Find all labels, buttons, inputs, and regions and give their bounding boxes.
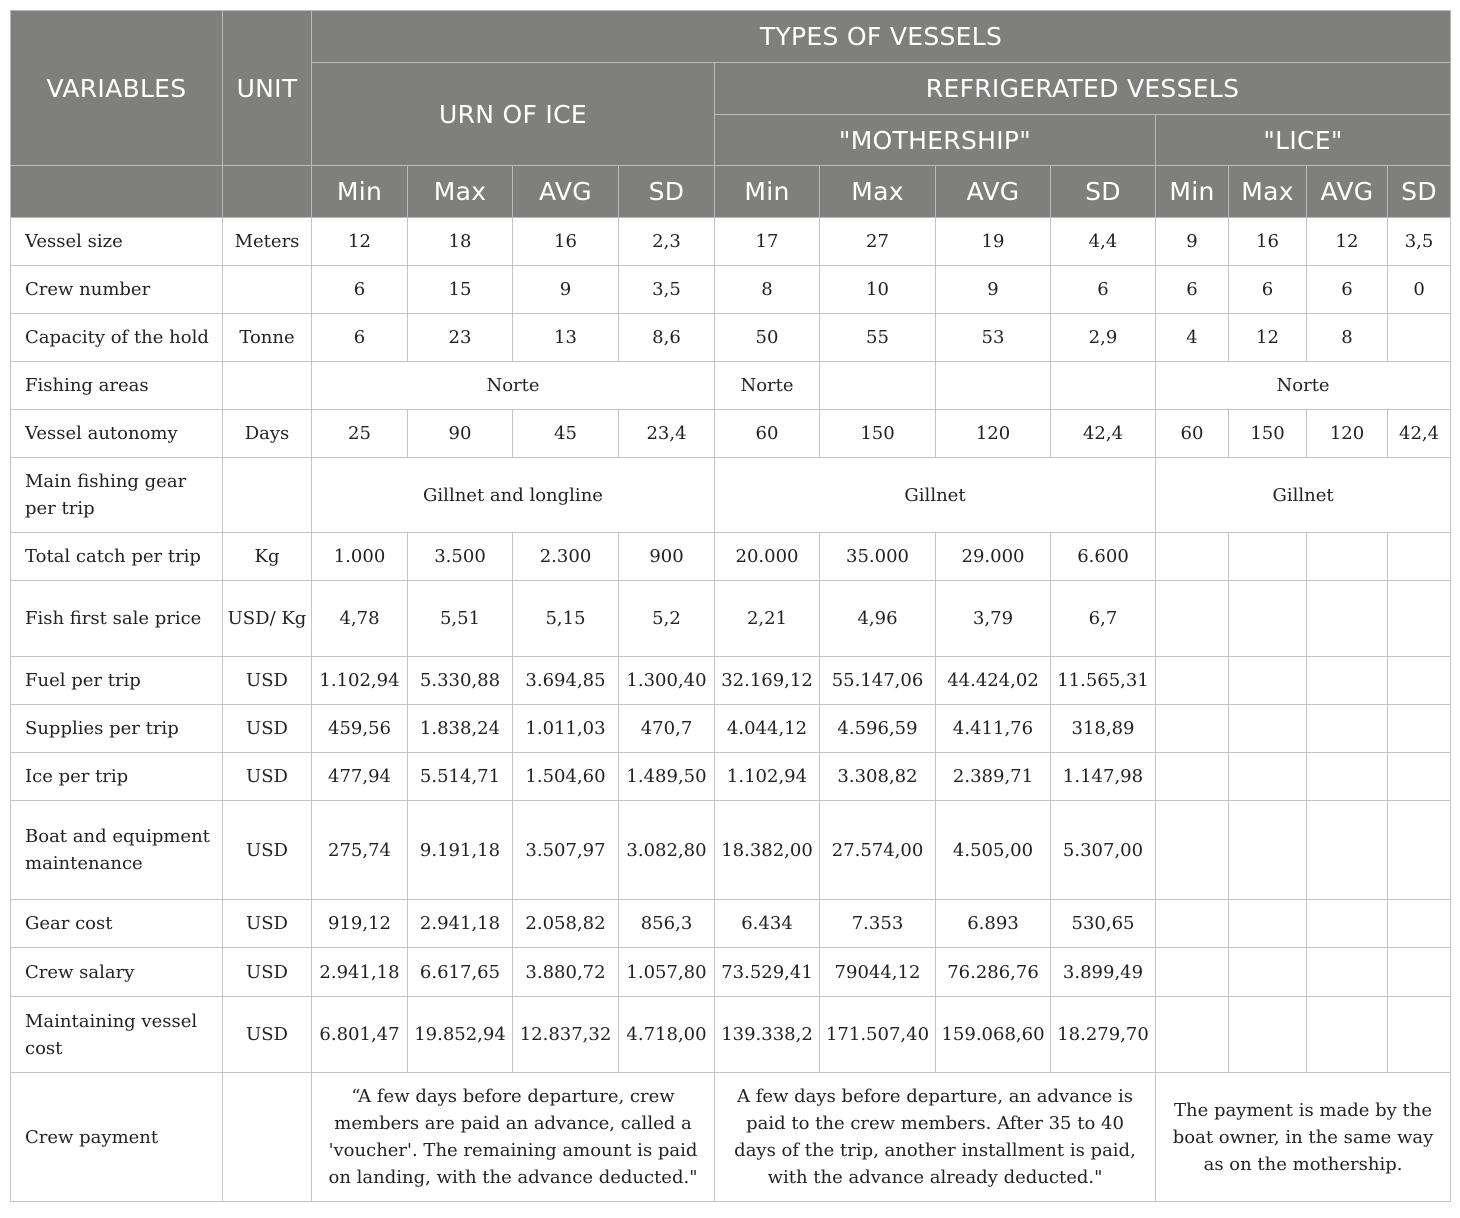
lice-sd-cell [1388,581,1451,657]
lice-max-cell [1229,705,1307,753]
mothership-merged-cell: Gillnet [715,458,1156,533]
unit-cell: USD [223,900,312,948]
lice-max-cell [1229,900,1307,948]
mothership-max-cell: 4,96 [820,581,936,657]
table-row [11,410,1451,458]
lice-avg-cell [1307,900,1388,948]
header-unit-spacer [223,166,312,218]
header-stats-row [11,166,1451,218]
lice-sd-cell [1388,801,1451,900]
table-body [11,218,1451,1202]
urn-max-cell: 2.941,18 [408,900,513,948]
lice-avg-cell: 120 [1307,410,1388,458]
unit-cell: Meters [223,218,312,266]
table-row [11,801,1451,900]
urn-min-cell: 275,74 [312,801,408,900]
vessel-comparison-table [10,10,1451,1202]
table-row [11,266,1451,314]
table-row [11,705,1451,753]
variable-cell: Vessel autonomy [11,410,223,458]
variable-cell: Crew salary [11,948,223,997]
urn-sd-cell: 4.718,00 [619,997,715,1073]
mothership-avg-cell: 19 [936,218,1051,266]
mothership-sd-cell: 2,9 [1051,314,1156,362]
unit-cell: USD [223,997,312,1073]
urn-min-cell: 1.000 [312,533,408,581]
table-row [11,533,1451,581]
header-urn-avg: AVG [513,166,619,218]
table-header [11,11,1451,218]
lice-sd-cell [1388,657,1451,705]
lice-min-cell [1156,753,1229,801]
variable-cell: Main fishing gear per trip [11,458,223,533]
unit-cell: USD/ Kg [223,581,312,657]
urn-merged-cell: “A few days before departure, crew members are paid an advance, called a 'voucher'. The remaining amount is paid on landing, with the advance deducted." [312,1073,715,1202]
urn-min-cell: 6.801,47 [312,997,408,1073]
header-variables-spacer [11,166,223,218]
unit-cell: Kg [223,533,312,581]
lice-min-cell [1156,657,1229,705]
urn-avg-cell: 3.880,72 [513,948,619,997]
urn-min-cell: 1.102,94 [312,657,408,705]
mothership-avg-cell: 4.505,00 [936,801,1051,900]
mothership-min-cell: 139.338,2 [715,997,820,1073]
urn-avg-cell: 5,15 [513,581,619,657]
urn-max-cell: 19.852,94 [408,997,513,1073]
header-mothership-min: Min [715,166,820,218]
mothership-avg-cell: 29.000 [936,533,1051,581]
unit-cell: USD [223,705,312,753]
mothership-max-cell: 55.147,06 [820,657,936,705]
lice-sd-cell [1388,900,1451,948]
urn-max-cell: 5.514,71 [408,753,513,801]
urn-min-cell: 25 [312,410,408,458]
urn-max-cell: 18 [408,218,513,266]
urn-avg-cell: 16 [513,218,619,266]
table-container [10,10,1451,1202]
lice-avg-cell [1307,997,1388,1073]
table-row [11,581,1451,657]
urn-avg-cell: 2.300 [513,533,619,581]
lice-max-cell: 150 [1229,410,1307,458]
mothership-sd-cell: 11.565,31 [1051,657,1156,705]
header-lice: "LICE" [1156,115,1451,166]
table-row [11,218,1451,266]
mothership-sd-cell: 3.899,49 [1051,948,1156,997]
mothership-avg-cell: 76.286,76 [936,948,1051,997]
urn-min-cell: 919,12 [312,900,408,948]
lice-min-cell [1156,801,1229,900]
urn-avg-cell: 1.011,03 [513,705,619,753]
urn-min-cell: 459,56 [312,705,408,753]
mothership-max-cell: 171.507,40 [820,997,936,1073]
mothership-max-cell: 79044,12 [820,948,936,997]
mothership-sd-cell: 1.147,98 [1051,753,1156,801]
urn-avg-cell: 45 [513,410,619,458]
lice-min-cell [1156,948,1229,997]
mothership-avg-cell [936,362,1051,410]
urn-max-cell: 15 [408,266,513,314]
lice-avg-cell [1307,533,1388,581]
variable-cell: Maintaining vessel cost [11,997,223,1073]
mothership-sd-cell [1051,362,1156,410]
mothership-min-cell: 17 [715,218,820,266]
lice-max-cell [1229,581,1307,657]
urn-sd-cell: 470,7 [619,705,715,753]
variable-cell: Capacity of the hold [11,314,223,362]
urn-merged-cell: Gillnet and longline [312,458,715,533]
mothership-avg-cell: 159.068,60 [936,997,1051,1073]
variable-cell: Ice per trip [11,753,223,801]
header-urn-of-ice: URN OF ICE [312,63,715,166]
lice-min-cell: 6 [1156,266,1229,314]
lice-min-cell: 4 [1156,314,1229,362]
mothership-max-cell [820,362,936,410]
lice-avg-cell: 12 [1307,218,1388,266]
mothership-max-cell: 3.308,82 [820,753,936,801]
urn-min-cell: 4,78 [312,581,408,657]
header-lice-max: Max [1229,166,1307,218]
mothership-max-cell: 35.000 [820,533,936,581]
mothership-min-cell: 4.044,12 [715,705,820,753]
mothership-sd-cell: 530,65 [1051,900,1156,948]
urn-max-cell: 90 [408,410,513,458]
lice-sd-cell [1388,753,1451,801]
lice-sd-cell [1388,997,1451,1073]
urn-sd-cell: 23,4 [619,410,715,458]
mothership-avg-cell: 120 [936,410,1051,458]
header-variables: VARIABLES [11,11,223,166]
lice-sd-cell: 3,5 [1388,218,1451,266]
variable-cell: Fish first sale price [11,581,223,657]
mothership-min-cell: 8 [715,266,820,314]
lice-max-cell [1229,997,1307,1073]
mothership-avg-cell: 53 [936,314,1051,362]
urn-min-cell: 12 [312,218,408,266]
lice-min-cell: 60 [1156,410,1229,458]
urn-max-cell: 1.838,24 [408,705,513,753]
mothership-max-cell: 7.353 [820,900,936,948]
lice-min-cell [1156,705,1229,753]
mothership-max-cell: 27 [820,218,936,266]
lice-avg-cell [1307,753,1388,801]
header-lice-min: Min [1156,166,1229,218]
lice-sd-cell [1388,948,1451,997]
lice-avg-cell [1307,581,1388,657]
header-lice-avg: AVG [1307,166,1388,218]
urn-sd-cell: 2,3 [619,218,715,266]
lice-max-cell [1229,948,1307,997]
header-mothership: "MOTHERSHIP" [715,115,1156,166]
urn-min-cell: 477,94 [312,753,408,801]
mothership-min-cell: 18.382,00 [715,801,820,900]
unit-cell [223,1073,312,1202]
lice-merged-cell: The payment is made by the boat owner, in the same way as on the mothership. [1156,1073,1451,1202]
urn-min-cell: 6 [312,314,408,362]
unit-cell: USD [223,753,312,801]
urn-sd-cell: 1.489,50 [619,753,715,801]
lice-max-cell: 6 [1229,266,1307,314]
mothership-avg-cell: 6.893 [936,900,1051,948]
lice-sd-cell [1388,314,1451,362]
mothership-max-cell: 10 [820,266,936,314]
mothership-min-cell: 1.102,94 [715,753,820,801]
lice-max-cell [1229,801,1307,900]
urn-max-cell: 6.617,65 [408,948,513,997]
lice-avg-cell: 6 [1307,266,1388,314]
header-types-of-vessels: TYPES OF VESSELS [312,11,1451,63]
urn-avg-cell: 9 [513,266,619,314]
urn-avg-cell: 12.837,32 [513,997,619,1073]
mothership-sd-cell: 18.279,70 [1051,997,1156,1073]
urn-max-cell: 3.500 [408,533,513,581]
table-row [11,362,1451,410]
lice-max-cell [1229,657,1307,705]
variable-cell: Total catch per trip [11,533,223,581]
header-mothership-sd: SD [1051,166,1156,218]
lice-min-cell [1156,581,1229,657]
table-row [11,900,1451,948]
urn-avg-cell: 3.694,85 [513,657,619,705]
urn-sd-cell: 3,5 [619,266,715,314]
unit-cell: Days [223,410,312,458]
mothership-max-cell: 150 [820,410,936,458]
table-row [11,948,1451,997]
header-urn-min: Min [312,166,408,218]
mothership-min-cell: 60 [715,410,820,458]
mothership-min-cell: 32.169,12 [715,657,820,705]
urn-min-cell: 2.941,18 [312,948,408,997]
header-unit: UNIT [223,11,312,166]
unit-cell [223,458,312,533]
lice-min-cell: 9 [1156,218,1229,266]
mothership-avg-cell: 2.389,71 [936,753,1051,801]
mothership-min-cell: 20.000 [715,533,820,581]
lice-min-cell [1156,900,1229,948]
mothership-sd-cell: 6,7 [1051,581,1156,657]
variable-cell: Fuel per trip [11,657,223,705]
header-refrigerated-vessels: REFRIGERATED VESSELS [715,63,1451,115]
lice-max-cell: 12 [1229,314,1307,362]
table-row [11,753,1451,801]
table-row [11,314,1451,362]
urn-max-cell: 5.330,88 [408,657,513,705]
mothership-avg-cell: 4.411,76 [936,705,1051,753]
variable-cell: Fishing areas [11,362,223,410]
urn-sd-cell: 1.057,80 [619,948,715,997]
urn-sd-cell: 856,3 [619,900,715,948]
table-row [11,1073,1451,1202]
mothership-sd-cell: 4,4 [1051,218,1156,266]
urn-sd-cell: 1.300,40 [619,657,715,705]
mothership-max-cell: 4.596,59 [820,705,936,753]
urn-avg-cell: 13 [513,314,619,362]
lice-merged-cell: Gillnet [1156,458,1451,533]
unit-cell: USD [223,948,312,997]
lice-max-cell: 16 [1229,218,1307,266]
variable-cell: Crew payment [11,1073,223,1202]
table-row [11,458,1451,533]
variable-cell: Crew number [11,266,223,314]
lice-min-cell [1156,533,1229,581]
mothership-sd-cell: 42,4 [1051,410,1156,458]
unit-cell [223,362,312,410]
urn-max-cell: 5,51 [408,581,513,657]
header-lice-sd: SD [1388,166,1451,218]
variable-cell: Supplies per trip [11,705,223,753]
unit-cell: USD [223,801,312,900]
header-urn-max: Max [408,166,513,218]
variable-cell: Vessel size [11,218,223,266]
lice-sd-cell: 0 [1388,266,1451,314]
urn-min-cell: 6 [312,266,408,314]
mothership-max-cell: 27.574,00 [820,801,936,900]
unit-cell: USD [223,657,312,705]
mothership-min-cell: Norte [715,362,820,410]
table-row [11,657,1451,705]
variable-cell: Gear cost [11,900,223,948]
urn-sd-cell: 5,2 [619,581,715,657]
mothership-min-cell: 6.434 [715,900,820,948]
header-mothership-max: Max [820,166,936,218]
mothership-sd-cell: 6.600 [1051,533,1156,581]
urn-avg-cell: 3.507,97 [513,801,619,900]
lice-sd-cell [1388,533,1451,581]
mothership-max-cell: 55 [820,314,936,362]
mothership-avg-cell: 9 [936,266,1051,314]
unit-cell: Tonne [223,314,312,362]
lice-avg-cell [1307,657,1388,705]
lice-sd-cell: 42,4 [1388,410,1451,458]
lice-max-cell [1229,533,1307,581]
lice-avg-cell [1307,705,1388,753]
urn-merged-cell: Norte [312,362,715,410]
mothership-min-cell: 73.529,41 [715,948,820,997]
mothership-sd-cell: 6 [1051,266,1156,314]
mothership-min-cell: 50 [715,314,820,362]
mothership-sd-cell: 318,89 [1051,705,1156,753]
urn-avg-cell: 1.504,60 [513,753,619,801]
mothership-min-cell: 2,21 [715,581,820,657]
mothership-sd-cell: 5.307,00 [1051,801,1156,900]
urn-sd-cell: 900 [619,533,715,581]
unit-cell [223,266,312,314]
urn-sd-cell: 8,6 [619,314,715,362]
mothership-avg-cell: 44.424,02 [936,657,1051,705]
urn-max-cell: 23 [408,314,513,362]
urn-max-cell: 9.191,18 [408,801,513,900]
table-row [11,997,1451,1073]
urn-sd-cell: 3.082,80 [619,801,715,900]
lice-avg-cell [1307,948,1388,997]
header-mothership-avg: AVG [936,166,1051,218]
mothership-avg-cell: 3,79 [936,581,1051,657]
lice-sd-cell [1388,705,1451,753]
lice-max-cell [1229,753,1307,801]
lice-avg-cell: 8 [1307,314,1388,362]
mothership-merged-cell: A few days before departure, an advance is paid to the crew members. After 35 to 40 days of the trip, another installment is paid, with the advance already deducted." [715,1073,1156,1202]
urn-avg-cell: 2.058,82 [513,900,619,948]
variable-cell: Boat and equipment maintenance [11,801,223,900]
lice-min-cell [1156,997,1229,1073]
header-urn-sd: SD [619,166,715,218]
lice-avg-cell [1307,801,1388,900]
lice-merged-cell: Norte [1156,362,1451,410]
